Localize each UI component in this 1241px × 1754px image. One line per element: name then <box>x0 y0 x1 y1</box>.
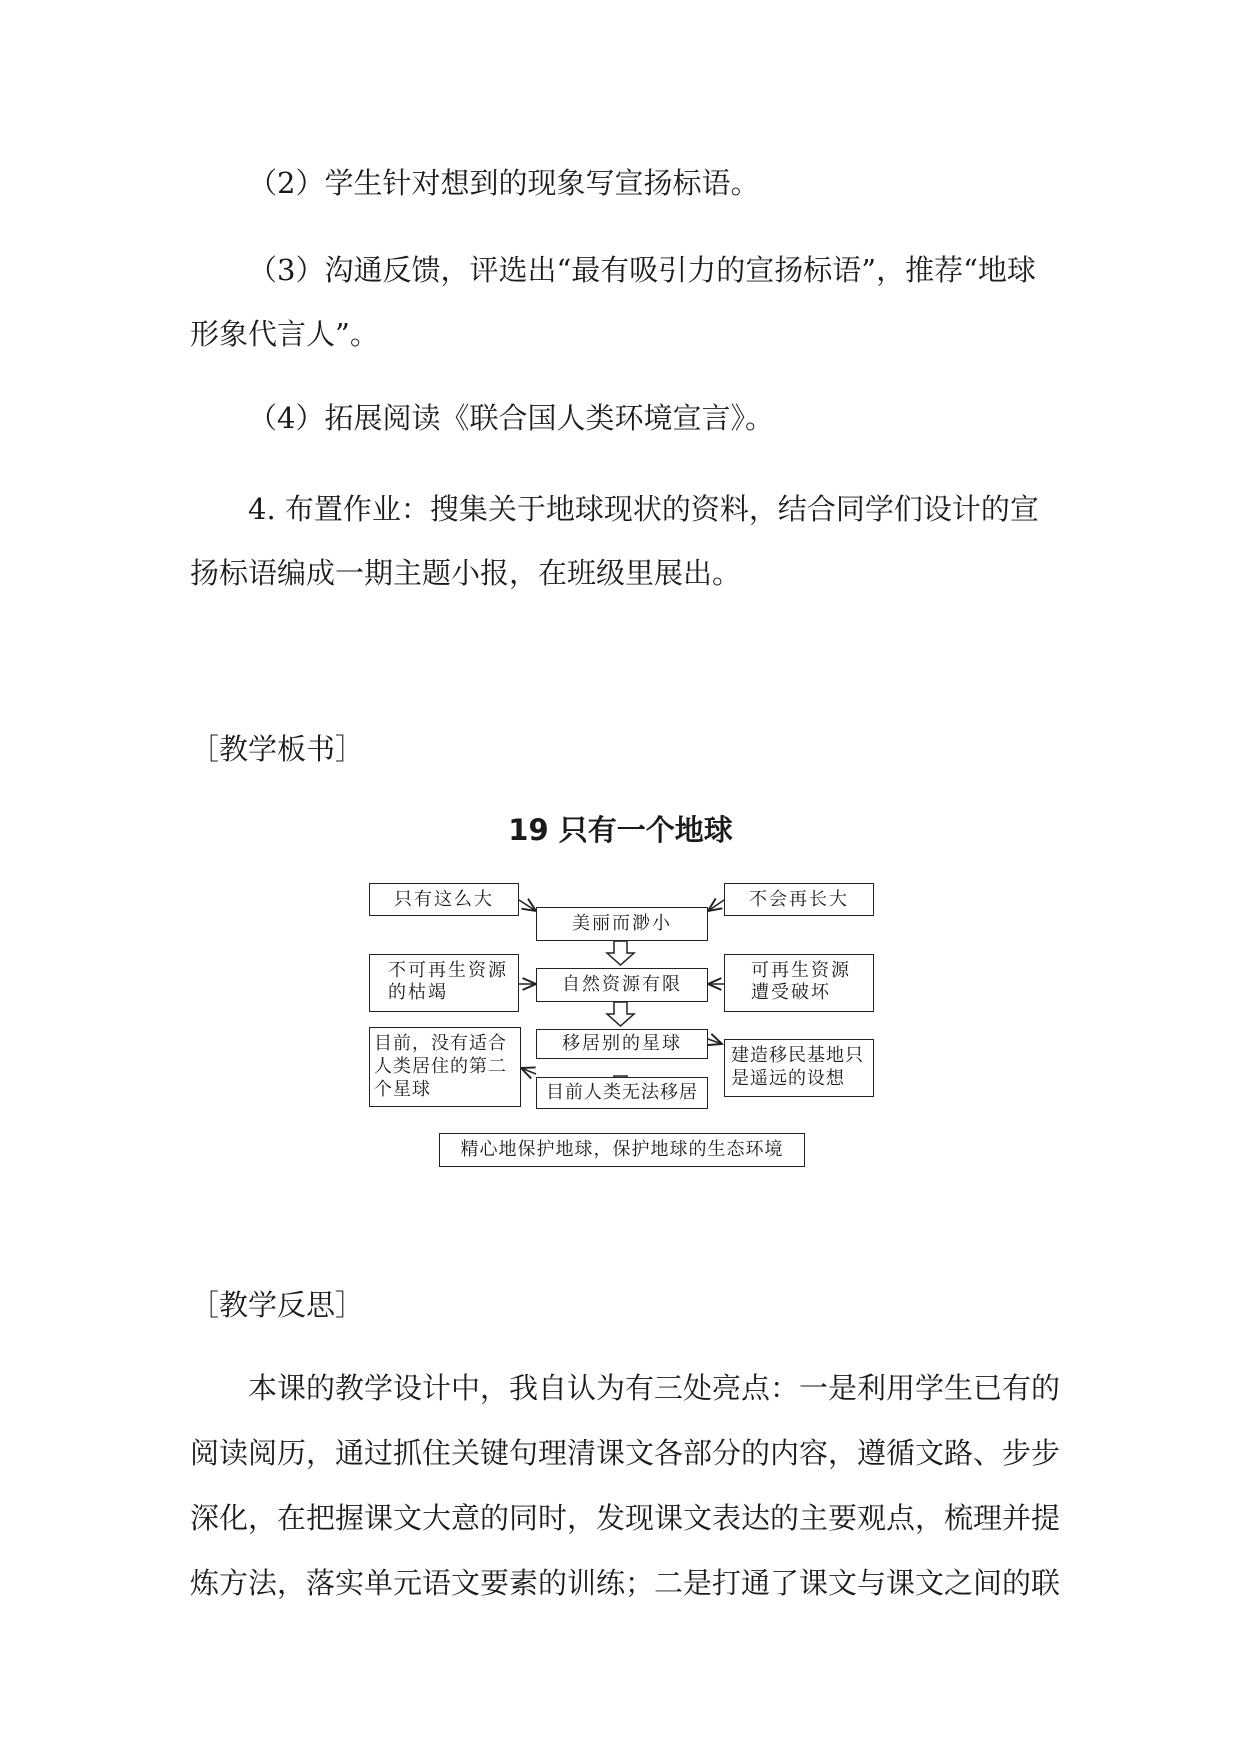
arrow-right1-to-center1 <box>708 900 724 911</box>
paragraph-step-4: （4）拓展阅读《联合国人类环境宣言》。 <box>248 401 774 435</box>
box-center2: 自然资源有限 <box>536 968 708 1002</box>
box-center1: 美丽而渺小 <box>536 907 708 941</box>
box-right2: 可再生资源遭受破坏 <box>724 954 874 1012</box>
paragraph-step-3: （3）沟通反馈，评选出“最有吸引力的宣扬标语”，推荐“地球形象代言人”。 <box>190 253 1036 351</box>
down-arrow-1 <box>607 941 634 965</box>
reflection-paragraph: 本课的教学设计中，我自认为有三处亮点：一是利用学生已有的阅读阅历，通过抓住关键句理清课文各部分的内容，遵循文路、步步深化，在把握课文大意的同时，发现课文表达的主要观点，梳理并提炼方法，落实单元语文要素的训练；二是打通了课文与课文之间的联 <box>190 1371 1061 1600</box>
reflection-heading: ［教学反思］ <box>190 1288 365 1322</box>
board-heading: ［教学板书］ <box>190 732 365 766</box>
arrow-left1-to-center1 <box>519 900 536 911</box>
arrow-center3-to-right3 <box>708 1039 722 1044</box>
box-left3: 目前，没有适合人类居住的第二个星球 <box>369 1027 521 1107</box>
down-arrow-2 <box>607 1002 634 1026</box>
box-left2: 不可再生资源的枯竭 <box>369 954 519 1012</box>
box-left1: 只有这么大 <box>369 883 519 916</box>
box-bottom: 精心地保护地球，保护地球的生态环境 <box>439 1133 805 1167</box>
box-right1: 不会再长大 <box>724 883 874 916</box>
box-center4: 目前人类无法移居 <box>536 1077 708 1109</box>
paragraph-homework: 4. 布置作业：搜集关于地球现状的资料，结合同学们设计的宣扬标语编成一期主题小报，在班级里展出。 <box>190 492 1039 590</box>
box-right3: 建造移民基地只是遥远的设想 <box>724 1039 874 1097</box>
box-center3: 移居别的星球 <box>536 1029 708 1059</box>
board-title: 19 只有一个地球 <box>508 813 733 847</box>
arrow-center4-to-left3 <box>521 1068 536 1074</box>
paragraph-step-2: （2）学生针对想到的现象写宣扬标语。 <box>248 166 760 200</box>
